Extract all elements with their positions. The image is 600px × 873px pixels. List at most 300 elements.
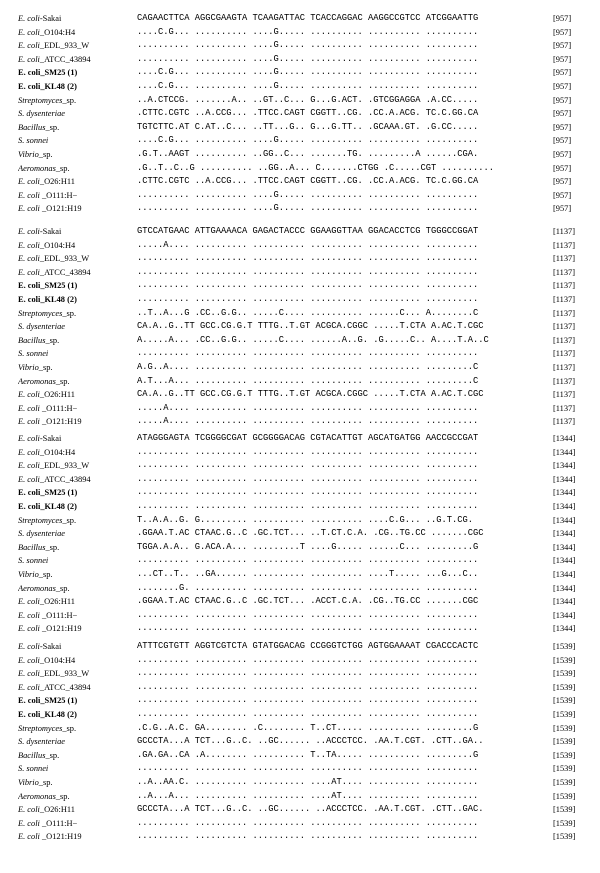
strain-name xyxy=(18,307,136,320)
sequence-text: .G..T..C..G .......... ..GG..A... C.......CTGG .C.....CGT .......... xyxy=(137,162,495,173)
strain-name-italic: S. dysenteriae xyxy=(18,322,65,332)
sequence-text: ATTTCGTGTT AGGTCGTCTA GTATGGACAG CCGGGTCTGG AGTGGAAAAT CGACCCACTC xyxy=(137,641,479,651)
position-label: [957] xyxy=(553,109,572,119)
strain-name-suffix: _sp. xyxy=(62,95,77,105)
strain-name-italic: S. dysenteriae xyxy=(18,737,65,747)
strain-name-italic: E. coli xyxy=(18,474,40,484)
sequence-text: GCCCTA...A TCT...G..C. ..GC...... ..ACCCTCC. .AA.T.CGT. .CTT..GA.. xyxy=(137,736,484,747)
strain-name-italic: Aeromonas xyxy=(18,583,56,593)
strain-name-suffix: _ATCC_43894 xyxy=(39,54,91,64)
strain-name xyxy=(18,293,136,306)
alignment-row xyxy=(0,446,600,459)
alignment-row xyxy=(0,252,600,265)
strain-name-suffix: _O111:H− xyxy=(39,610,78,620)
sequence-text: .......... .......... .......... .......... .......... .......... xyxy=(137,294,479,304)
alignment-row xyxy=(0,609,600,622)
sequence-text: .......... .......... .......... .......... .......... .......... xyxy=(137,555,479,566)
strain-name xyxy=(18,446,136,459)
alignment-row xyxy=(0,830,600,843)
strain-name xyxy=(18,568,136,581)
strain-name-italic: E. coli xyxy=(18,403,40,413)
position-label: [957] xyxy=(553,136,572,146)
sequence-text: .......... .......... ....G..... .......... .......... .......... xyxy=(137,189,479,200)
sequence-text: .......... .......... .......... .......... .......... .......... xyxy=(137,668,479,679)
alignment-row xyxy=(0,66,600,79)
strain-name xyxy=(18,134,136,147)
sequence-text: .GGAA.T.AC CTAAC.G..C .GC.TCT... ..T.CT.C.A. .CG..TG.CC .......CGC xyxy=(137,528,484,539)
alignment-row xyxy=(0,568,600,581)
sequence-text: .......... .......... ....G..... .......... .......... .......... xyxy=(137,203,479,214)
alignment-row xyxy=(0,500,600,513)
strain-name xyxy=(18,39,136,52)
strain-name-suffix: _sp. xyxy=(45,542,60,552)
strain-name xyxy=(18,26,136,39)
position-label: [1539] xyxy=(553,669,576,679)
strain-name xyxy=(18,500,136,513)
alignment-row xyxy=(0,279,600,292)
strain-name-suffix: _O26:H11 xyxy=(39,390,75,400)
position-label: [1344] xyxy=(553,610,576,620)
sequence-text: .......... .......... .......... .......... .......... .......... xyxy=(137,446,479,457)
position-label: [957] xyxy=(553,190,572,200)
alignment-row xyxy=(0,735,600,748)
position-label: [1344] xyxy=(553,515,576,525)
strain-name-italic: Vibrio xyxy=(18,363,39,372)
sequence-text: .CTTC.CGTC ..A.CCG... .TTCC.CAGT CGGTT..CG. .CC.A.ACG. TC.C.GG.CA xyxy=(137,108,479,119)
strain-name xyxy=(18,541,136,554)
strain-name-italic: E. coli xyxy=(18,390,40,400)
alignment-row xyxy=(0,26,600,39)
strain-name-italic: E. coli xyxy=(18,41,40,51)
position-label: [1539] xyxy=(553,778,576,787)
alignment-row xyxy=(0,514,600,527)
strain-name-suffix: E. coli_KL48 (2) xyxy=(18,82,77,91)
alignment-row xyxy=(0,749,600,762)
alignment-row xyxy=(0,640,600,653)
strain-name-italic: S. dysenteriae xyxy=(18,109,65,119)
sequence-text: .CTTC.CGTC ..A.CCG... .TTCC.CAGT CGGTT..CG. .CC.A.ACG. TC.C.GG.CA xyxy=(137,176,479,187)
sequence-text: ATAGGGAGTA TCGGGGCGAT GCGGGGACAG CGTACATTGT AGCATGATGG AACCGCCGAT xyxy=(137,433,479,443)
position-label: [1137] xyxy=(553,363,576,372)
position-label: [957] xyxy=(553,54,572,64)
strain-name-italic: Aeromonas xyxy=(18,791,56,801)
strain-name-suffix: E. coli_KL48 (2) xyxy=(18,295,77,304)
strain-name-suffix: E. coli_SM25 (1) xyxy=(18,696,78,706)
alignment-row xyxy=(0,722,600,735)
sequence-text: CAGAACTTCA AGGCGAAGTA TCAAGATTAC TCACCAGGAC AAGGCCGTCC ATCGGAATTG xyxy=(137,13,479,23)
strain-name xyxy=(18,622,136,635)
sequence-text: T..A.A..G. G......... .......... .......... ....C.G... ..G.T.CG. xyxy=(137,514,474,525)
alignment-row xyxy=(0,202,600,215)
strain-name-suffix: _O111:H− xyxy=(39,818,78,828)
strain-name xyxy=(18,527,136,540)
strain-name xyxy=(18,162,136,175)
strain-name-italic: Aeromonas xyxy=(18,163,56,173)
alignment-row xyxy=(0,293,600,306)
alignment-row xyxy=(0,654,600,667)
strain-name-italic: E. coli xyxy=(18,14,40,23)
sequence-text: ....C.G... .......... ....G..... .......... .......... .......... xyxy=(137,81,479,91)
strain-name-italic: E. coli xyxy=(18,204,40,214)
strain-name-italic: E. coli xyxy=(18,642,40,651)
strain-name xyxy=(18,735,136,748)
alignment-row xyxy=(0,225,600,238)
alignment-row xyxy=(0,459,600,472)
sequence-text: CA.A..G..TT GCC.CG.G.T TTTG..T.GT ACGCA.CGGC .....T.CTA A.AC.T.CGC xyxy=(137,389,484,400)
strain-name-suffix: _ATCC_43894 xyxy=(39,267,91,277)
strain-name xyxy=(18,252,136,265)
strain-name-suffix: _sp. xyxy=(55,791,70,801)
strain-name xyxy=(18,347,136,360)
position-label: [1137] xyxy=(553,417,576,427)
position-label: [1539] xyxy=(553,723,576,733)
alignment-row xyxy=(0,622,600,635)
sequence-text: ..T..A...G .CC..G.G.. .....C.... .......... ......C... A........C xyxy=(137,307,479,318)
sequence-text: .......... .......... .......... .......... .......... .......... xyxy=(137,473,479,484)
strain-name xyxy=(18,121,136,134)
sequence-text: A.T...A... .......... .......... .......... .......... .........C xyxy=(137,375,479,386)
sequence-text: .......... .......... ....G..... .......... .......... .......... xyxy=(137,53,479,64)
strain-name-italic: S. sonnei xyxy=(18,136,49,146)
strain-name-italic: E. coli xyxy=(18,267,40,277)
strain-name-italic: S. dysenteriae xyxy=(18,529,65,539)
sequence-text: .......... .......... .......... .......... .......... .......... xyxy=(137,654,479,665)
alignment-row xyxy=(0,148,600,161)
position-label: [1137] xyxy=(553,240,576,250)
sequence-text: CA.A..G..TT GCC.CG.G.T TTTG..T.GT ACGCA.CGGC .....T.CTA A.AC.T.CGC xyxy=(137,321,484,332)
position-label: [957] xyxy=(553,122,572,132)
strain-name xyxy=(18,388,136,401)
strain-name-italic: Bacillus xyxy=(18,122,46,132)
strain-name-italic: E. coli xyxy=(18,818,40,828)
strain-name-suffix: _ATCC_43894 xyxy=(39,474,91,484)
alignment-row xyxy=(0,94,600,107)
strain-name-italic: Bacillus xyxy=(18,542,46,552)
strain-name xyxy=(18,817,136,830)
strain-name-suffix: _EDL_933_W xyxy=(39,461,90,471)
sequence-text: .GGAA.T.AC CTAAC.G..C .GC.TCT... .ACCT.C.A. .CG..TG.CC .......CGC xyxy=(137,596,479,607)
alignment-row xyxy=(0,402,600,415)
alignment-row xyxy=(0,375,600,388)
position-label: [1137] xyxy=(553,322,576,332)
position-label: [1539] xyxy=(553,750,576,760)
alignment-row xyxy=(0,415,600,428)
alignment-row xyxy=(0,134,600,147)
strain-name-italic: E. coli xyxy=(18,417,40,427)
alignment-row xyxy=(0,347,600,360)
position-label: [1344] xyxy=(553,583,576,593)
strain-name-suffix: _O104:H4 xyxy=(39,27,76,37)
sequence-text: .......... .......... .......... .......... .......... .......... xyxy=(137,763,479,774)
sequence-text: A.....A... .CC..G.G.. .....C.... ......A..G. .G.....C.. A....T.A..C xyxy=(137,334,489,345)
alignment-row xyxy=(0,708,600,721)
strain-name-suffix: _sp. xyxy=(38,150,53,159)
strain-name xyxy=(18,107,136,120)
position-label: [1344] xyxy=(553,461,576,471)
strain-name-italic: E. coli xyxy=(18,832,40,842)
strain-name-suffix: _sp. xyxy=(62,515,77,525)
position-label: [1344] xyxy=(553,597,576,607)
strain-name-italic: S. sonnei xyxy=(18,556,49,566)
strain-name-italic: S. sonnei xyxy=(18,764,49,774)
strain-name-italic: E. coli xyxy=(18,805,40,815)
sequence-text: .......... .......... ....G..... .......... .......... .......... xyxy=(137,40,479,51)
strain-name-suffix: _sp. xyxy=(55,583,70,593)
alignment-row xyxy=(0,334,600,347)
sequence-text: .G.T..AAGT .......... ..GG..C... .......TG. .........A ......CGA. xyxy=(137,149,479,159)
strain-name-italic: S. sonnei xyxy=(18,349,49,359)
sequence-text: ..A...A... .......... .......... ....AT.... .......... .......... xyxy=(137,790,479,801)
sequence-text: ...CT..T.. ..GA...... .......... .......... ....T..... ...G...C.. xyxy=(137,569,479,579)
strain-name-italic: E. coli xyxy=(18,461,40,471)
position-label: [957] xyxy=(553,95,572,105)
alignment-row xyxy=(0,189,600,202)
position-label: [1137] xyxy=(553,295,576,304)
position-label: [1539] xyxy=(553,832,576,842)
strain-name-suffix: _O111:H− xyxy=(39,190,78,200)
position-label: [1137] xyxy=(553,281,576,291)
position-label: [1539] xyxy=(553,805,576,815)
alignment-row xyxy=(0,790,600,803)
alignment-row xyxy=(0,107,600,120)
sequence-text: .......... .......... .......... .......... .......... .......... xyxy=(137,253,479,264)
strain-name-suffix: _O26:H11 xyxy=(39,805,75,815)
alignment-row xyxy=(0,486,600,499)
alignment-row xyxy=(0,817,600,830)
position-label: [1344] xyxy=(553,542,576,552)
strain-name xyxy=(18,225,136,238)
strain-name xyxy=(18,66,136,79)
position-label: [957] xyxy=(553,68,572,78)
alignment-row xyxy=(0,320,600,333)
alignment-row xyxy=(0,595,600,608)
strain-name-suffix: -Sakai xyxy=(39,434,62,443)
strain-name xyxy=(18,94,136,107)
strain-name-suffix: -Sakai xyxy=(39,642,62,651)
position-label: [1344] xyxy=(553,529,576,539)
strain-name xyxy=(18,762,136,775)
strain-name-italic: Bacillus xyxy=(18,750,46,760)
strain-name-italic: Aeromonas xyxy=(18,376,56,386)
strain-name-suffix: _O104:H4 xyxy=(39,447,76,457)
alignment-row xyxy=(0,53,600,66)
sequence-text: ....C.G... .......... ....G..... .......... .......... .......... xyxy=(137,67,479,78)
strain-name xyxy=(18,749,136,762)
position-label: [1344] xyxy=(553,570,576,579)
alignment-row xyxy=(0,239,600,252)
strain-name-italic: E. coli xyxy=(18,227,40,236)
position-label: [1137] xyxy=(553,227,576,236)
strain-name-suffix: _EDL_933_W xyxy=(39,254,90,264)
position-label: [1539] xyxy=(553,642,576,651)
strain-name-italic: E. coli xyxy=(18,254,40,264)
alignment-row xyxy=(0,776,600,789)
strain-name xyxy=(18,514,136,527)
strain-name-suffix: _sp. xyxy=(38,778,53,787)
sequence-text: TGGA.A.A.. G.ACA.A... .........T ....G..... ......C... .........G xyxy=(137,541,479,552)
strain-name-suffix: E. coli_SM25 (1) xyxy=(18,68,78,78)
strain-name-suffix: E. coli_KL48 (2) xyxy=(18,502,77,511)
strain-name-suffix: _O104:H4 xyxy=(39,655,76,665)
strain-name-suffix: _sp. xyxy=(55,376,70,386)
sequence-text: .......... .......... .......... .......... .......... .......... xyxy=(137,609,479,620)
alignment-row xyxy=(0,762,600,775)
strain-name xyxy=(18,320,136,333)
strain-name-italic: E. coli xyxy=(18,434,40,443)
alignment-row xyxy=(0,541,600,554)
strain-name-italic: Streptomyces xyxy=(18,308,63,318)
strain-name-suffix: _O121:H19 xyxy=(39,417,82,427)
position-label: [1344] xyxy=(553,488,576,498)
sequence-text: A.G..A.... .......... .......... .......... .......... .........C xyxy=(137,362,479,372)
sequence-text: .......... .......... .......... .......... .......... .......... xyxy=(137,623,479,634)
alignment-row xyxy=(0,473,600,486)
strain-name xyxy=(18,334,136,347)
strain-name xyxy=(18,432,136,445)
strain-name-suffix: _sp. xyxy=(38,363,53,372)
strain-name xyxy=(18,486,136,499)
strain-name-suffix: _O26:H11 xyxy=(39,597,75,607)
alignment-row xyxy=(0,266,600,279)
strain-name-italic: E. coli xyxy=(18,597,40,607)
strain-name-italic: Streptomyces xyxy=(18,95,63,105)
position-label: [1539] xyxy=(553,737,576,747)
position-label: [1137] xyxy=(553,254,576,264)
strain-name-suffix: _O26:H11 xyxy=(39,177,75,187)
sequence-text: .....A.... .......... .......... .......... .......... .......... xyxy=(137,402,479,413)
strain-name-italic: E. coli xyxy=(18,447,40,457)
sequence-text: .......... .......... .......... .......... .......... .......... xyxy=(137,817,479,828)
alignment-row xyxy=(0,554,600,567)
sequence-text: .GA.GA..CA .A........ .......... T..TA..... .......... .........G xyxy=(137,749,479,760)
strain-name-suffix: _EDL_933_W xyxy=(39,41,90,51)
sequence-text: .......... .......... .......... .......... .......... .......... xyxy=(137,460,479,471)
alignment-row xyxy=(0,432,600,445)
sequence-text: .......... .......... .......... .......... .......... .......... xyxy=(137,501,479,511)
sequence-text: .......... .......... .......... .......... .......... .......... xyxy=(137,266,479,277)
position-label: [1344] xyxy=(553,447,576,457)
sequence-text: .......... .......... .......... .......... .......... .......... xyxy=(137,348,479,359)
strain-name-suffix: _sp. xyxy=(55,163,70,173)
sequence-text: GTCCATGAAC ATTGAAAACA GAGACTACCC GGAAGGTTAA GGACACCTCG TGGGCCGGAT xyxy=(137,226,479,236)
alignment-row xyxy=(0,12,600,25)
position-label: [1344] xyxy=(553,624,576,634)
sequence-text: .......... .......... .......... .......... .......... .......... xyxy=(137,681,479,692)
position-label: [1137] xyxy=(553,390,576,400)
alignment-row xyxy=(0,307,600,320)
position-label: [1137] xyxy=(553,308,576,318)
strain-name xyxy=(18,473,136,486)
strain-name-italic: Bacillus xyxy=(18,335,46,345)
alignment-row xyxy=(0,694,600,707)
alignment-row xyxy=(0,681,600,694)
sequence-text: .....A.... .......... .......... .......... .......... .......... xyxy=(137,239,479,250)
sequence-text: .......... .......... .......... .......... .......... .......... xyxy=(137,709,479,719)
sequence-text: ..A.CTCCG. .......A.. ..GT..C... G...G.ACT. .GTCGGAGGA .A.CC..... xyxy=(137,94,479,105)
strain-name xyxy=(18,202,136,215)
alignment-row xyxy=(0,803,600,816)
strain-name xyxy=(18,654,136,667)
strain-name-suffix: _O111:H− xyxy=(39,403,78,413)
sequence-text: .......... .......... .......... .......... .......... .......... xyxy=(137,831,479,842)
alignment-row xyxy=(0,121,600,134)
strain-name xyxy=(18,595,136,608)
sequence-text: GCCCTA...A TCT...G..C. ..GC...... ..ACCCTCC. .AA.T.CGT. .CTT..GAC. xyxy=(137,804,484,815)
strain-name-suffix: _sp. xyxy=(45,750,60,760)
position-label: [1344] xyxy=(553,502,576,511)
position-label: [957] xyxy=(553,82,572,91)
alignment-row xyxy=(0,527,600,540)
position-label: [1137] xyxy=(553,403,576,413)
position-label: [1539] xyxy=(553,710,576,719)
alignment-row xyxy=(0,39,600,52)
alignment-row xyxy=(0,361,600,374)
position-label: [957] xyxy=(553,41,572,51)
strain-name xyxy=(18,148,136,161)
strain-name xyxy=(18,694,136,707)
position-label: [1344] xyxy=(553,434,576,443)
strain-name xyxy=(18,667,136,680)
strain-name-italic: E. coli xyxy=(18,682,40,692)
strain-name xyxy=(18,803,136,816)
strain-name xyxy=(18,790,136,803)
strain-name-italic: Streptomyces xyxy=(18,723,63,733)
sequence-text: .......... .......... .......... .......... .......... .......... xyxy=(137,695,479,706)
position-label: [957] xyxy=(553,204,572,214)
position-label: [957] xyxy=(553,177,572,187)
alignment-row xyxy=(0,582,600,595)
strain-name-italic: E. coli xyxy=(18,655,40,665)
strain-name xyxy=(18,53,136,66)
position-label: [1344] xyxy=(553,474,576,484)
position-label: [1344] xyxy=(553,556,576,566)
position-label: [1137] xyxy=(553,267,576,277)
strain-name-suffix: _O104:H4 xyxy=(39,240,76,250)
strain-name-suffix: _sp. xyxy=(38,570,53,579)
position-label: [1137] xyxy=(553,349,576,359)
strain-name xyxy=(18,402,136,415)
position-label: [1539] xyxy=(553,696,576,706)
position-label: [957] xyxy=(553,27,572,37)
strain-name xyxy=(18,830,136,843)
alignment-row xyxy=(0,667,600,680)
strain-name xyxy=(18,708,136,721)
sequence-text: ....C.G... .......... ....G..... .......... .......... .......... xyxy=(137,26,479,37)
strain-name xyxy=(18,375,136,388)
position-label: [957] xyxy=(553,163,572,173)
alignment-row xyxy=(0,175,600,188)
strain-name-suffix: _EDL_933_W xyxy=(39,669,90,679)
strain-name-italic: E. coli xyxy=(18,610,40,620)
strain-name-suffix: _O121:H19 xyxy=(39,204,82,214)
strain-name-italic: Vibrio xyxy=(18,570,39,579)
strain-name-italic: Vibrio xyxy=(18,778,39,787)
sequence-text: ....C.G... .......... ....G..... .......... .......... .......... xyxy=(137,135,479,146)
strain-name xyxy=(18,361,136,374)
strain-name-suffix: E. coli_SM25 (1) xyxy=(18,488,78,498)
strain-name xyxy=(18,239,136,252)
strain-name xyxy=(18,554,136,567)
strain-name xyxy=(18,266,136,279)
strain-name xyxy=(18,776,136,789)
sequence-text: TGTCTTC.AT C.AT..C... ..TT...G.. G...G.TT.. .GCAAA.GT. .G.CC..... xyxy=(137,121,479,132)
strain-name-suffix: _O121:H19 xyxy=(39,832,82,842)
sequence-text: .....A.... .......... .......... .......... .......... .......... xyxy=(137,416,479,427)
strain-name-italic: E. coli xyxy=(18,240,40,250)
strain-name-italic: Vibrio xyxy=(18,150,39,159)
strain-name xyxy=(18,415,136,428)
strain-name-italic: E. coli xyxy=(18,177,40,187)
